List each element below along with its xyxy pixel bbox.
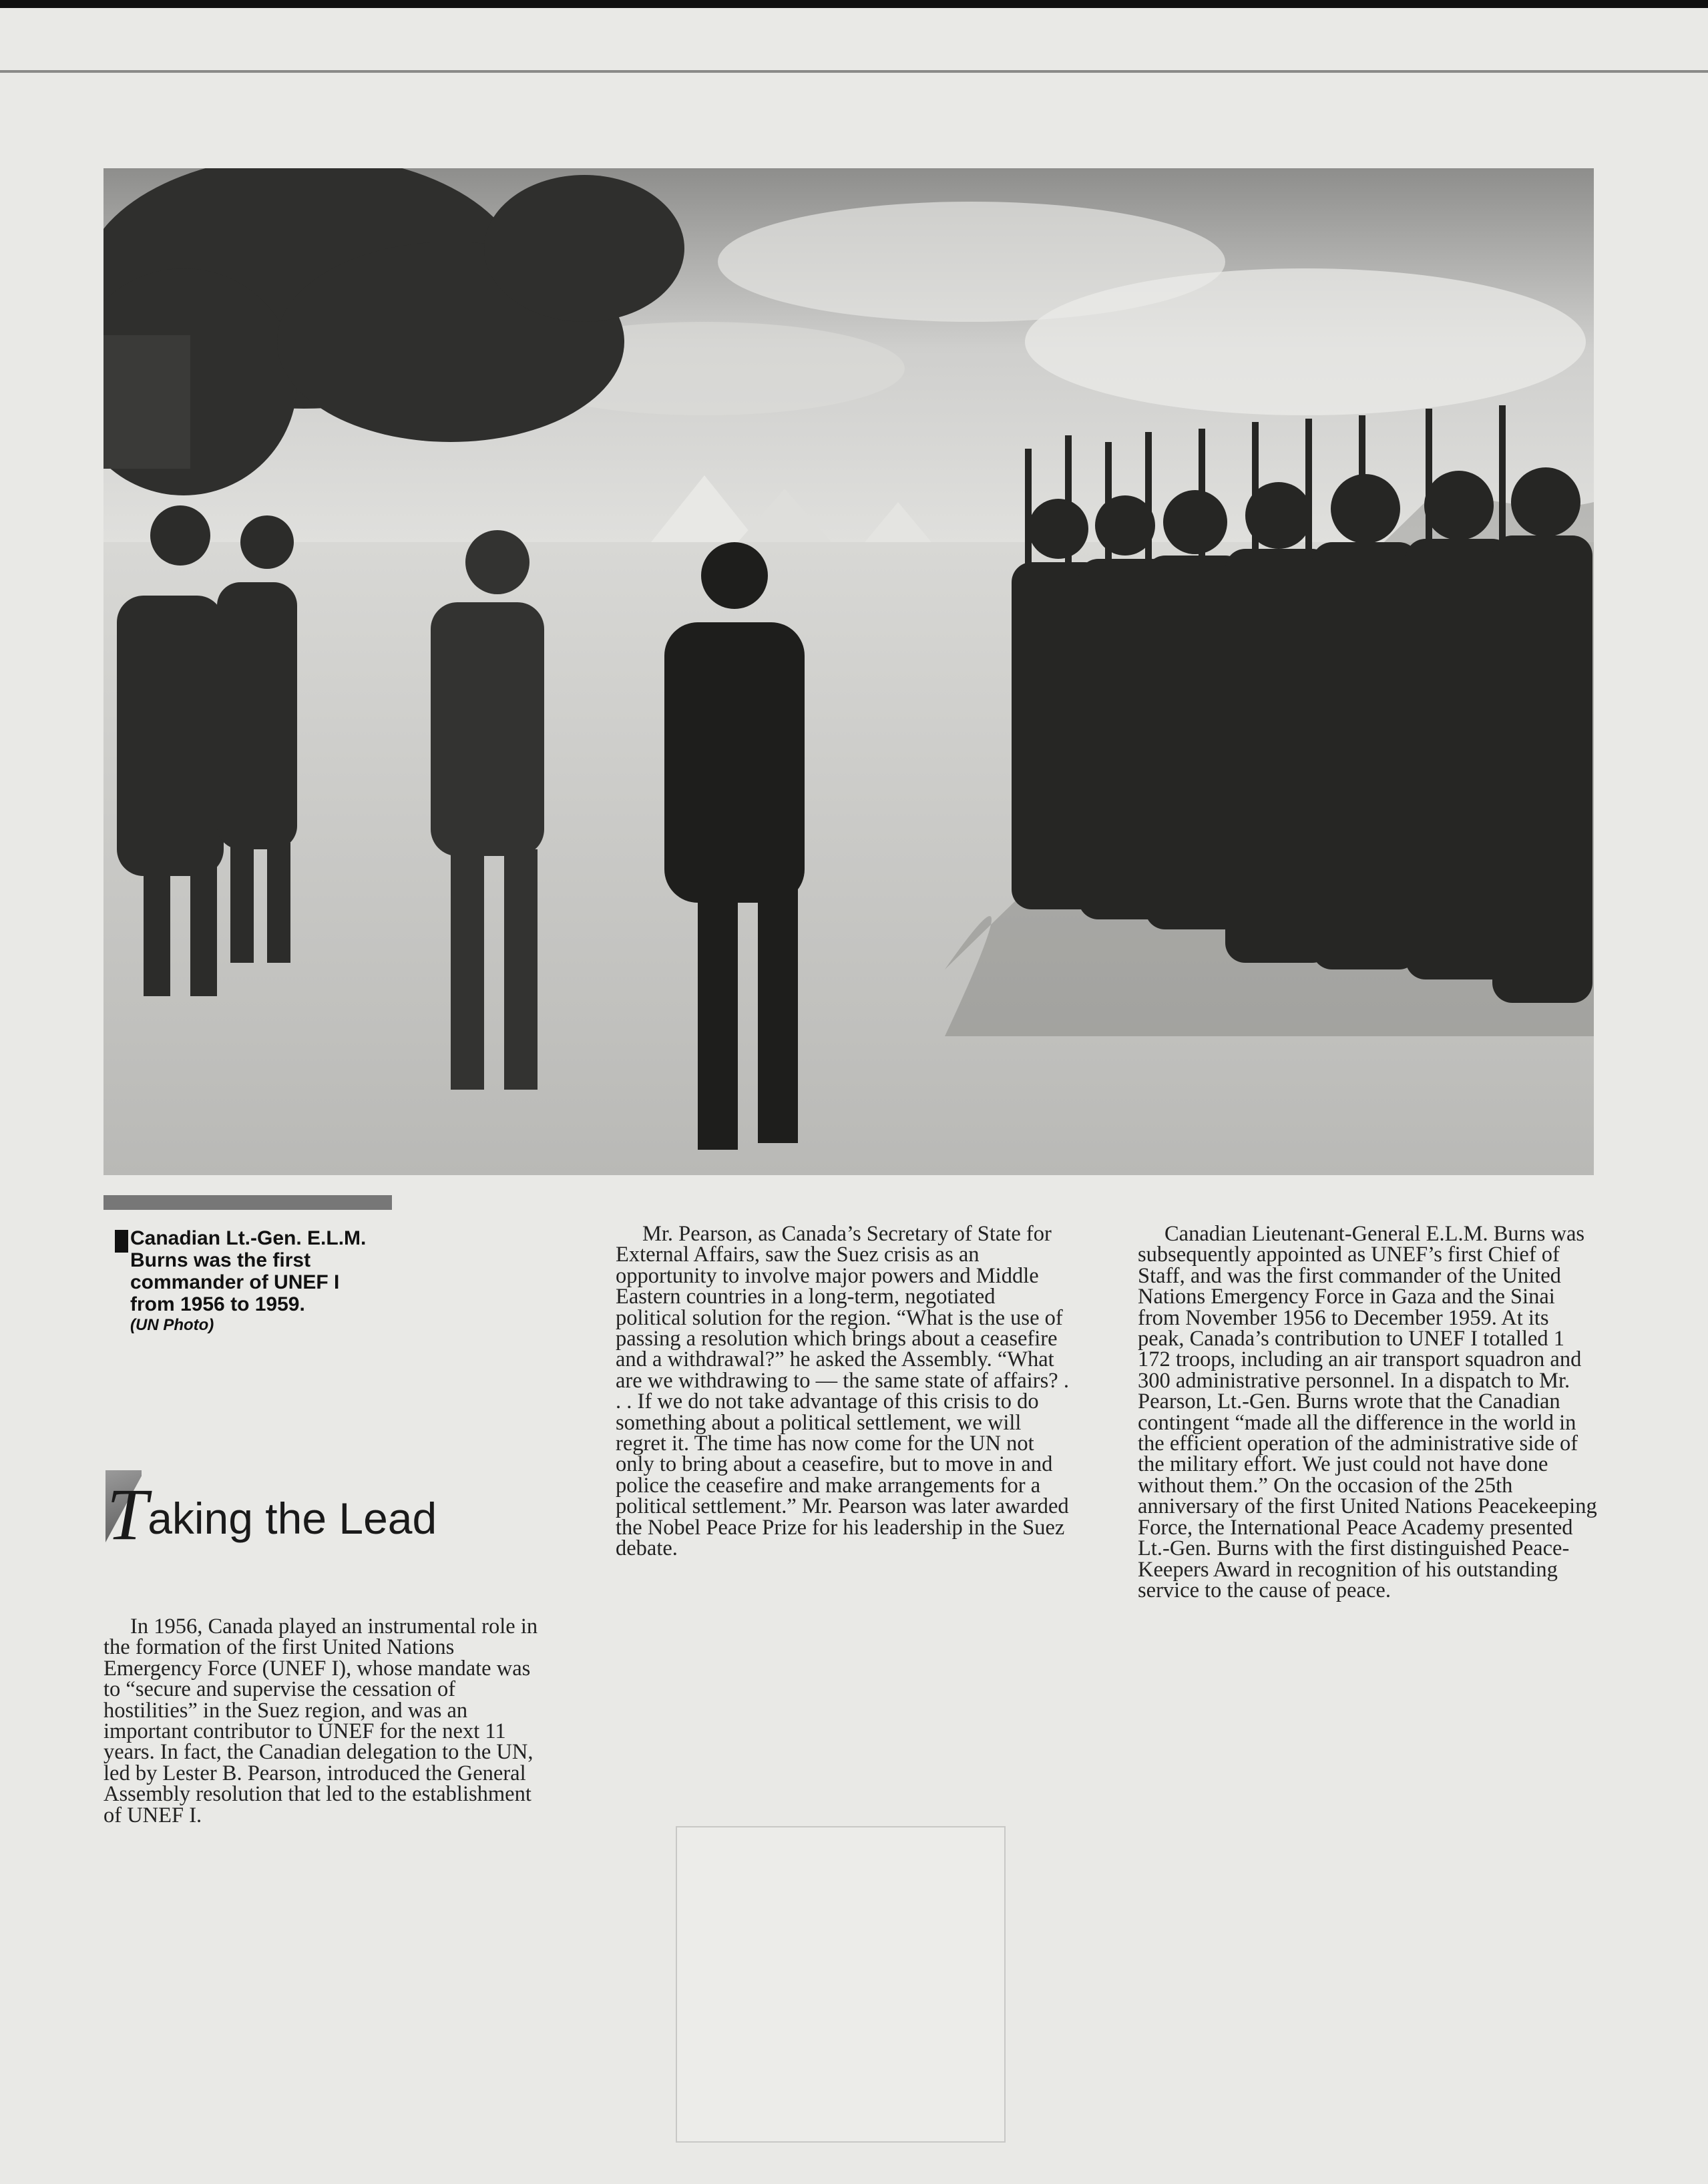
article-column-3 <box>1138 1224 1598 1601</box>
caption-rule <box>103 1195 392 1210</box>
caption-text: Canadian Lt.-Gen. E.L.M. Burns was the first commander of UNEF I from 1956 to 1959. <box>130 1227 367 1315</box>
article-paragraph: Mr. Pearson, as Canada’s Secretary of State for External Affairs, saw the Suez crisis as an opportunity to involve major powers and Middle Eastern countries in a long-term, negotiated political solution for the region. “What is the use of passing a resolution which brings about a ceasefire and a withdrawal?” he asked the Assembly. “What are we withdrawing to — the same state of affairs? . . . If we do not take advantage of this crisis to do something about a political settlement, we will regret it. The time has now come for the UN not only to bring about a ceasefire, but to move in and police the ceasefire and make arrangements for a political settlement.” Mr. Pearson was later awarded the Nobel Peace Prize for his leadership in the Suez debate. <box>616 1222 1069 1561</box>
article-column-1 <box>103 1616 544 1826</box>
blank-frame <box>676 1826 1006 2143</box>
caption-bullet <box>115 1230 128 1253</box>
photo-caption <box>130 1227 371 1335</box>
photo-illustration <box>103 168 1594 1175</box>
page-rule-line <box>0 70 1708 73</box>
page-top-bar <box>0 0 1708 8</box>
inspection-photograph <box>103 168 1594 1175</box>
caption-credit: (UN Photo) <box>130 1316 214 1334</box>
section-heading <box>107 1474 437 1555</box>
article-paragraph: Canadian Lieutenant-General E.L.M. Burns was subsequently appointed as UNEF’s first Chief of Staff, and was the first commander of the United Nations Emergency Force in Gaza and the Sinai from November 1956 to December 1959. At its peak, Canada’s contribution to UNEF I totalled 1 172 troops, including an air transport squadron and 300 administrative personnel. In a dispatch to Mr. Pearson, Lt.-Gen. Burns wrote that the Canadian contingent “made all the difference in the world in the efficient operation of the administrative side of the military effort. We just could not have done without them.” On the occasion of the 25th anniversary of the first United Nations Peacekeeping Force, the International Peace Academy presented Lt.-Gen. Burns with the first distinguished Peace-Keepers Award in recognition of his outstanding service to the cause of peace. <box>1138 1222 1597 1602</box>
article-paragraph: In 1956, Canada played an instrumental role in the formation of the first United Nations Emergency Force (UNEF I), whose mandate was to “secure and supervise the cessation of hostilities” in the Suez region, and was an important contributor to UNEF for the next 11 years. In fact, the Canadian delegation to the UN, led by Lester B. Pearson, introduced the General Assembly resolution that led to the establishment of UNEF I. <box>103 1614 538 1827</box>
heading-initial: T <box>107 1474 148 1555</box>
heading-rest: aking the Lead <box>148 1494 437 1543</box>
article-column-2 <box>616 1224 1070 1560</box>
